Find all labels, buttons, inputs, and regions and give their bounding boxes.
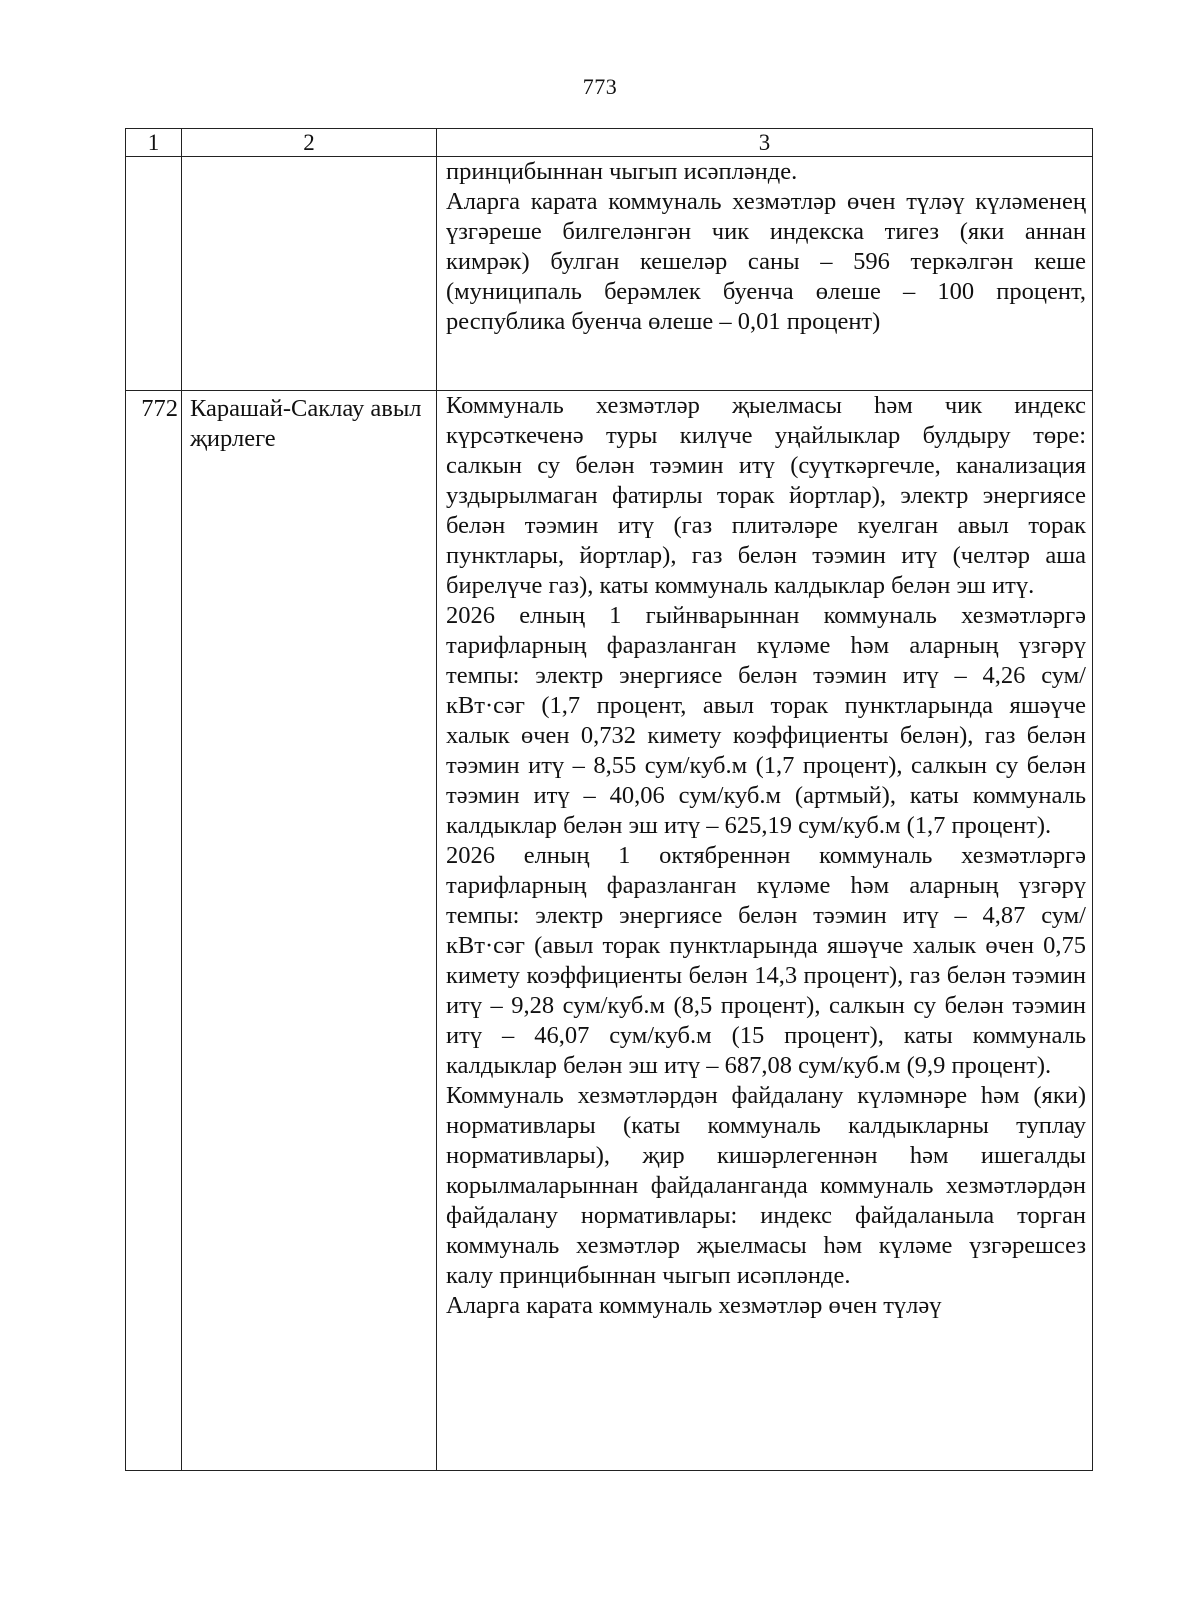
content-paragraph: Коммуналь хезмәтләр җыелмасы һәм чик индекс күрсәткеченә туры килүче уңайлыклар булдыру төре: салкын су белән тәэмин итү (суүткәргечле, канализация уздырылмаган фатирлы торак йортлар), электр энергиясе белән тәэмин итү (газ плитәләре куелган авыл торак пунктлары, йортлар), газ белән тәэмин итү (челтәр аша бирелүче газ), каты коммуналь калдыклар белән эш итү. [446, 392, 1086, 599]
content-paragraph: принцибыннан чыгып исәпләнде. [446, 158, 798, 185]
content-paragraph: Коммуналь хезмәтләрдән файдалану күләмнәре һәм (яки) нормативлары (каты коммуналь калдыкларны туплау нормативлары), җир кишәрлегеннән һәм ишегалды корылмаларыннан файдаланганда коммуналь хезмәтләрдән файдалану нормативлары: индекс файдаланыла торган коммуналь хезмәтләр җыелмасы һәм күләме үзгәрешсез калу принцибыннан чыгып исәпләнде. [446, 1082, 1086, 1289]
row-name-cell: Карашай-Саклау авыл җирлеге [182, 391, 437, 1471]
row-number-cell [126, 157, 182, 391]
column-header-number: 1 [126, 129, 182, 157]
table-row [126, 391, 1093, 1471]
row-content-cell [437, 391, 1093, 1471]
tariff-table [125, 128, 1093, 1471]
page-number: 773 [582, 74, 618, 99]
row-name-cell [182, 157, 437, 391]
row-number-cell: 772 [126, 391, 182, 1471]
row-content-cell [437, 157, 1093, 391]
content-paragraph: 2026 елның 1 октябреннән коммуналь хезмәтләргә тарифларның фаразланган күләме һәм аларның үзгәрү темпы: электр энергиясе белән тәэмин итү – 4,87 сум/кВт·сәг (авыл торак пунктларында яшәүче халык өчен 0,75 кимету коэффициенты белән 14,3 процент), газ белән тәэмин итү – 9,28 сум/куб.м (8,5 процент), салкын су белән тәэмин итү – 46,07 сум/куб.м (15 процент), каты коммуналь калдыклар белән эш итү – 687,08 сум/куб.м (9,9 процент). [446, 842, 1086, 1079]
column-header-content: 3 [437, 129, 1093, 157]
content-paragraph: Аларга карата коммуналь хезмәтләр өчен түләү [446, 1292, 942, 1319]
column-header-name: 2 [182, 129, 437, 157]
table-row [126, 157, 1093, 391]
content-paragraph: Аларга карата коммуналь хезмәтләр өчен түләү күләменең үзгәреше билгеләнгән чик индекска тигез (яки аннан кимрәк) булган кешеләр саны – 596 теркәлгән кеше (муниципаль берәмлек буенча өлеше – 100 процент, республика буенча өлеше – 0,01 процент) [446, 188, 1086, 335]
content-paragraph: 2026 елның 1 гыйнварыннан коммуналь хезмәтләргә тарифларның фаразланган күләме һәм аларның үзгәрү темпы: электр энергиясе белән тәэмин итү – 4,26 сум/кВт·сәг (1,7 процент, авыл торак пунктларында яшәүче халык өчен 0,732 кимету коэффициенты белән), газ белән тәэмин итү – 8,55 сум/куб.м (1,7 процент), салкын су белән тәэмин итү – 40,06 сум/куб.м (артмый), каты коммуналь калдыклар белән эш итү – 625,19 сум/куб.м (1,7 процент). [446, 602, 1086, 839]
table-header-row [126, 129, 1093, 157]
